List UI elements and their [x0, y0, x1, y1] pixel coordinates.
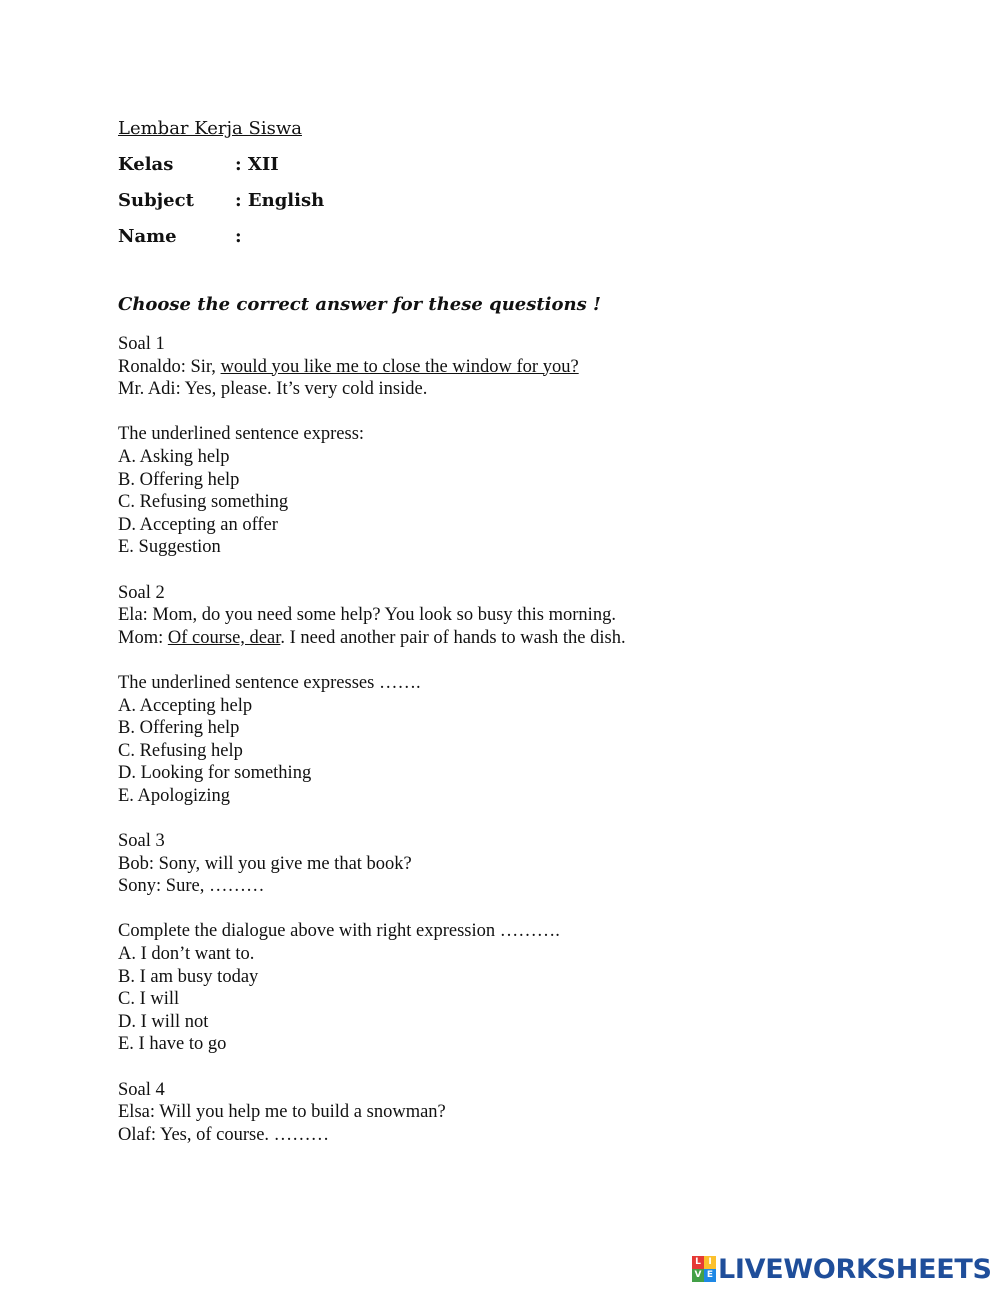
question-options [118, 423, 938, 559]
answer-option[interactable]: B. Offering help [118, 718, 240, 739]
subject-label: Subject [118, 190, 194, 211]
question-dialogue [118, 582, 938, 650]
question-options [118, 920, 938, 1056]
liveworksheets-logo [692, 1254, 992, 1284]
answer-option[interactable]: C. Refusing help [118, 740, 243, 761]
question-prompt: Complete the dialogue above with right expression ………. [118, 921, 560, 942]
dialogue-text: Mom: [118, 627, 168, 648]
dialogue-text: Elsa: Will you help me to build a snowman? [118, 1102, 446, 1123]
question-prompt: The underlined sentence express: [118, 424, 365, 445]
dialogue-text: . I need another pair of hands to wash the dish. [280, 627, 626, 648]
answer-option[interactable]: D. Accepting an offer [118, 514, 278, 535]
name-value: : [235, 226, 242, 247]
dialogue-line [118, 378, 938, 401]
dialogue-line [118, 853, 938, 876]
answer-option[interactable]: C. Refusing something [118, 492, 289, 513]
question-dialogue [118, 333, 938, 401]
dialogue-line [118, 356, 938, 379]
question-title: Soal 2 [118, 582, 165, 603]
class-label: Kelas [118, 154, 174, 175]
subject-row [118, 188, 324, 224]
question-title: Soal 3 [118, 831, 165, 852]
question-title: Soal 1 [118, 334, 165, 354]
logo-mark-letter: E [704, 1269, 716, 1282]
question-block [118, 830, 938, 1056]
logo-mark-letter: L [692, 1256, 704, 1269]
dialogue-line [118, 627, 938, 650]
dialogue-text: Bob: Sony, will you give me that book? [118, 853, 412, 874]
dialogue-line [118, 604, 938, 627]
answer-option[interactable]: B. I am busy today [118, 966, 259, 987]
name-label: Name [118, 226, 177, 247]
class-row [118, 152, 324, 188]
dialogue-text: Mr. Adi: Yes, please. It’s very cold inside. [118, 379, 428, 400]
answer-option[interactable]: C. I will [118, 989, 180, 1010]
name-row [118, 224, 324, 260]
underlined-text: would you like me to close the window for you? [220, 356, 579, 377]
questions-list [118, 333, 938, 1169]
answer-option[interactable]: A. Accepting help [118, 695, 253, 716]
logo-mark-icon [692, 1256, 716, 1282]
worksheet-header [118, 116, 324, 260]
logo-mark-letter: I [704, 1256, 716, 1269]
dialogue-line [118, 875, 938, 898]
question-dialogue [118, 1079, 938, 1147]
logo-mark-letter: V [692, 1269, 704, 1282]
question-dialogue [118, 830, 938, 898]
class-value: : XII [235, 154, 279, 175]
dialogue-text: Ronaldo: Sir, [118, 356, 221, 377]
answer-option[interactable]: E. I have to go [118, 1034, 227, 1055]
dialogue-line [118, 1124, 938, 1147]
dialogue-text: Sony: Sure, ……… [118, 876, 265, 897]
question-block [118, 582, 938, 808]
worksheet-title: Lembar Kerja Siswa [118, 118, 302, 139]
underlined-text: Of course, dear [167, 627, 281, 648]
answer-option[interactable]: E. Suggestion [118, 537, 221, 558]
subject-value: : English [235, 190, 325, 211]
question-block [118, 1079, 938, 1147]
instruction: Choose the correct answer for these questions ! [118, 294, 601, 315]
question-title: Soal 4 [118, 1079, 165, 1100]
answer-option[interactable]: E. Apologizing [118, 785, 231, 806]
question-block [118, 333, 938, 559]
dialogue-line [118, 1101, 938, 1124]
answer-option[interactable]: B. Offering help [118, 469, 240, 490]
question-options [118, 672, 938, 808]
dialogue-text: Ela: Mom, do you need some help? You look so busy this morning. [118, 605, 616, 626]
answer-option[interactable]: D. I will not [118, 1011, 209, 1032]
dialogue-text: Olaf: Yes, of course. ……… [118, 1124, 330, 1145]
question-prompt: The underlined sentence expresses ……. [118, 672, 421, 693]
answer-option[interactable]: A. I don’t want to. [118, 944, 255, 965]
answer-option[interactable]: D. Looking for something [118, 763, 312, 784]
logo-text: LIVEWORKSHEETS [718, 1253, 992, 1285]
answer-option[interactable]: A. Asking help [118, 446, 230, 467]
